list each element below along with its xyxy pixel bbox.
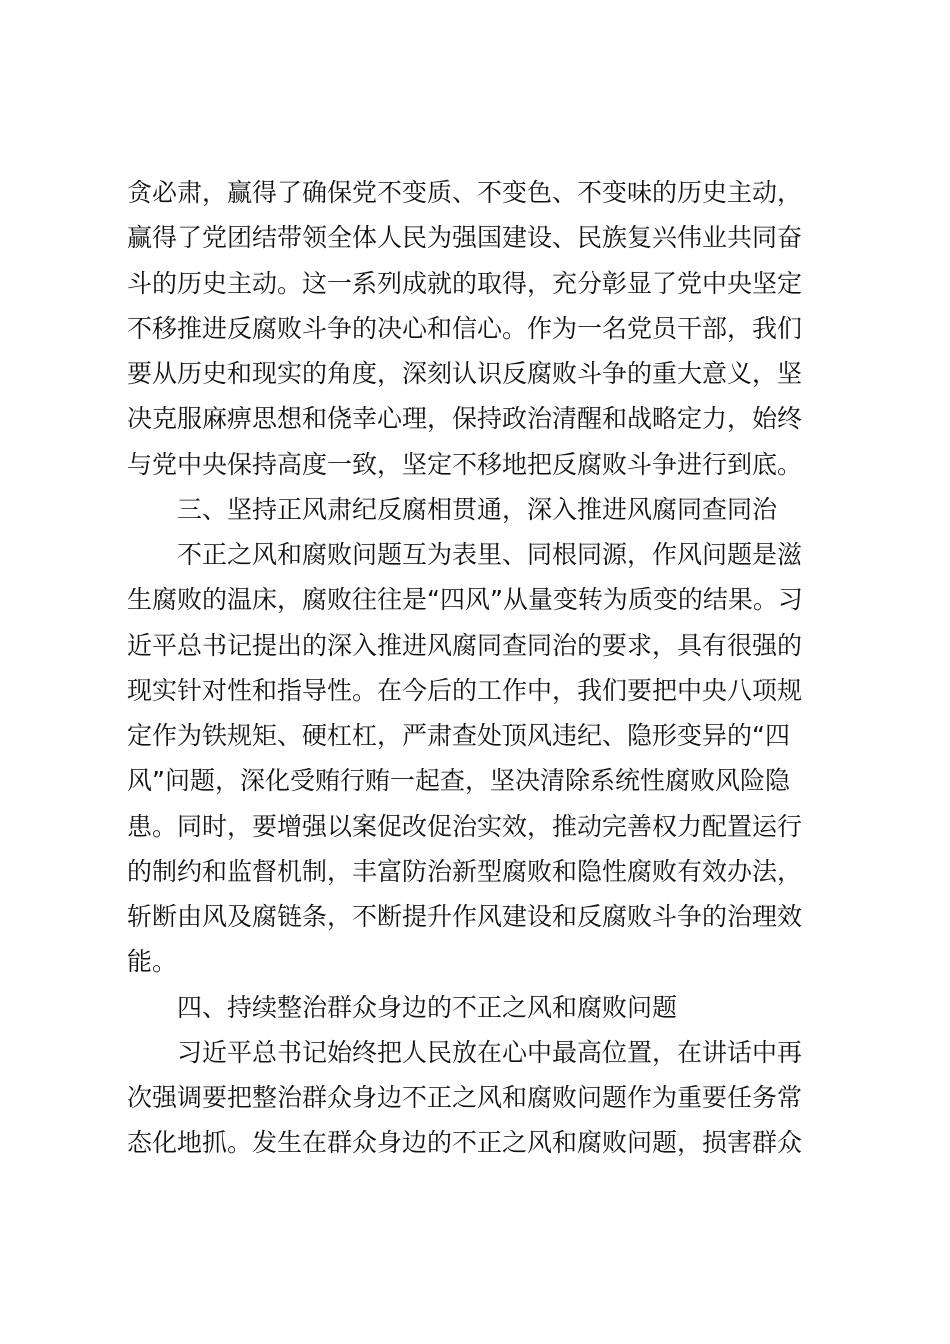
paragraph-section-3 [127,532,827,985]
section-heading-4: 四、持续整治群众身边的不正之风和腐败问题 [177,992,678,1022]
text-line: 生腐败的温床，腐败往往是“四风”从量变转为质变的结果。习 [127,585,803,615]
text-line: 要从历史和现实的角度，深刻认识反腐败斗争的重大意义，坚 [127,359,803,388]
text-line: 定作为铁规矩、硬杠杠，严肃查处顶风违纪、隐形变异的“四 [127,721,790,750]
text-line: 态化地抓。发生在群众身边的不正之风和腐败问题，损害群众 [127,1128,803,1158]
text-line: 不正之风和腐败问题互为表里、同根同源，作风问题是滋 [177,540,803,569]
text-line: 决克服麻痹思想和侥幸心理，保持政治清醒和战略定力，始终 [127,404,803,434]
text-line: 贪必肃，赢得了确保党不变质、不变色、不变味的历史主动， [127,178,803,207]
text-line: 现实针对性和指导性。在今后的工作中，我们要把中央八项规 [127,675,803,705]
text-line: 斗的历史主动。这一系列成就的取得，充分彰显了党中央坚定 [127,268,803,298]
text-line: 能。 [127,947,178,977]
text-line: 赢得了党团结带领全体人民为强国建设、民族复兴伟业共同奋 [127,223,803,253]
paragraph-section-4 [127,1030,827,1166]
text-line: 次强调要把整治群众身边不正之风和腐败问题作为重要任务常 [127,1083,803,1112]
paragraph-continuation [127,170,827,487]
text-line: 近平总书记提出的深入推进风腐同查同治的要求，具有很强的 [127,630,803,660]
section-heading-3: 三、坚持正风肃纪反腐相贯通，深入推进风腐同查同治 [177,494,778,524]
text-line: 的制约和监督机制，丰富防治新型腐败和隐性腐败有效办法， [127,856,803,886]
text-line: 风”问题，深化受贿行贿一起查，坚决清除系统性腐败风险隐 [127,766,790,796]
text-line: 习近平总书记始终把人民放在心中最高位置，在讲话中再 [177,1037,803,1067]
text-line: 不移推进反腐败斗争的决心和信心。作为一名党员干部，我们 [127,313,803,343]
text-line: 患。同时，要增强以案促改促治实效，推动完善权力配置运行 [127,811,803,841]
text-line: 与党中央保持高度一致，坚定不移地把反腐败斗争进行到底。 [127,449,803,479]
text-line: 斩断由风及腐链条，不断提升作风建设和反腐败斗争的治理效 [127,902,803,931]
document-body [127,170,827,1166]
